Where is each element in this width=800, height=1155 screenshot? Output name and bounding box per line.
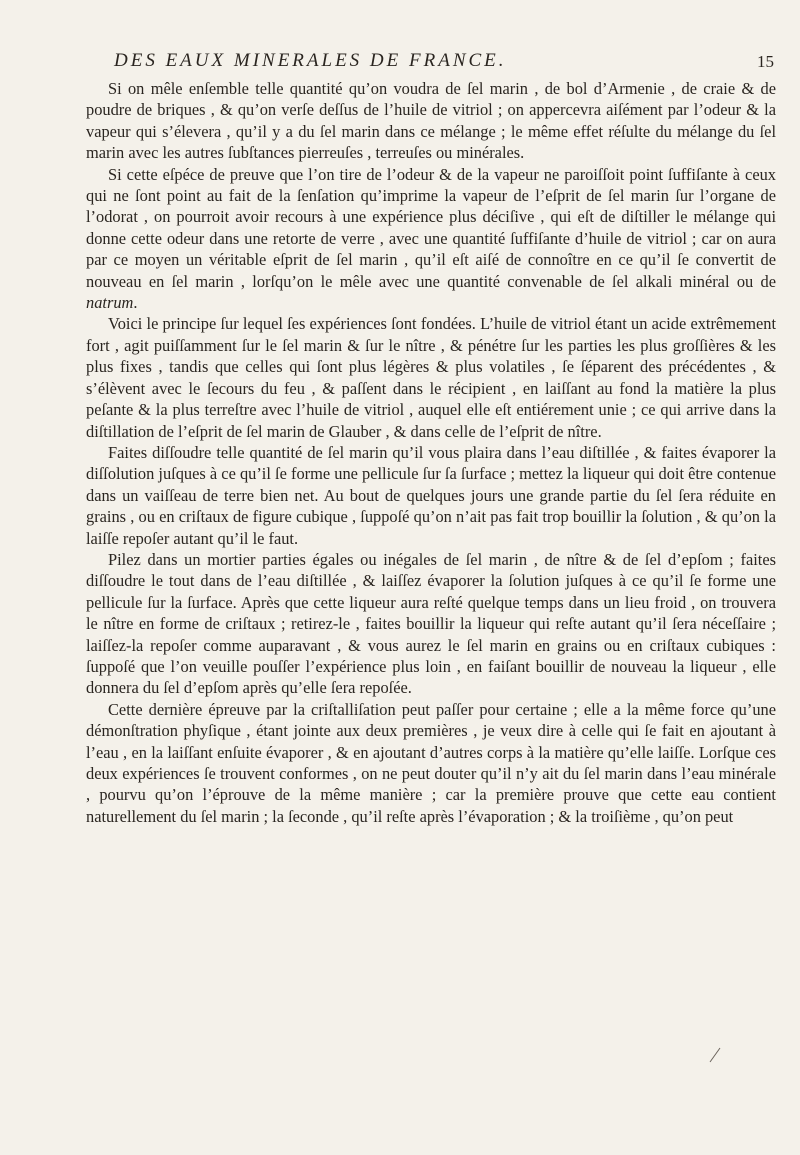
paragraph: Cette dernière épreuve par la criſtalliſation peut paſſer pour certaine ; elle a la même force qu’une démonſtration phyſique , étant jointe aux deux premières , je veux dire à celle qui ſe fait en ajoutant à l’eau , en la laiſſant enſuite évaporer , & en ajoutant d’autres corps à la matière qu’elle laiſſe. Lorſque ces deux expériences ſe trouvent conformes , on ne peut douter qu’il n’y ait du ſel marin dans l’eau minérale , pourvu qu’on l’éprouve de la même manière ; car la première prouve que cette eau contient naturellement du ſel marin ; la ſeconde , qu’il reſte après l’évaporation ; & la troiſième , qu’on peut (86, 699, 776, 826)
paragraph: Si cette eſpéce de preuve que l’on tire de l’odeur & de la vapeur ne paroiſſoit point ſuffiſante à ceux qui ne ſont point au fait de la ſenſation qu’imprime la vapeur de l’eſprit de ſel marin ſur l’organe de l’odorat , on pourroit avoir recours à une expérience plus déciſive , qui eſt de diſtiller le mélange qui donne cette odeur dans une retorte de verre , avec une quantité ſuffiſante d’huile de vitriol ; car on aura par ce moyen un véritable eſprit de ſel marin , qu’il eſt aiſé de connoître en ce qu’il ſe convertit de nouveau en ſel marin , lorſqu’on le mêle avec une quantité convenable de ſel alkali minéral ou de natrum. (86, 164, 776, 313)
running-head (84, 50, 774, 80)
italic-term: natrum (86, 293, 134, 313)
page-number: 15 (757, 52, 774, 71)
paragraph: Si on mêle enſemble telle quantité qu’on voudra de ſel marin , de bol d’Armenie , de craie & de poudre de briques , & qu’on verſe deſſus de l’huile de vitriol ; on appercevra aiſément par l’odeur & la vapeur qui s’élevera , qu’il y a du ſel marin dans ce mélange ; le même effet réſulte du mélange du ſel marin avec les autres ſubſtances pierreuſes , terreuſes ou minérales. (86, 79, 776, 163)
paragraph: Pilez dans un mortier parties égales ou inégales de ſel marin , de nître & de ſel d’epſom ; faites diſſoudre le tout dans de l’eau diſtillée , & laiſſez évaporer la ſolution juſques à ce qu’il ſe forme une pellicule ſur la ſurface. Après que cette liqueur aura reſté quelque temps dans un lieu froid , on trouvera le nître en forme de criſtaux ; retirez-le , faites bouillir la liqueur qui reſte autant qu’il ſera néceſſaire ; laiſſez-la repoſer comme auparavant , & vous aurez le ſel marin en grains ou en criſtaux cubiques : ſuppoſé que l’on veuille pouſſer l’expérience plus loin , en faiſant bouillir de nouveau la liqueur , elle donnera du ſel d’epſom après qu’elle ſera repoſée. (86, 549, 776, 698)
paragraph: Voici le principe ſur lequel ſes expériences ſont fondées. L’huile de vitriol étant un acide extrêmement fort , agit puiſſamment ſur le ſel marin & ſur le nître , & pénétre ſur les parties les plus groſſières & les plus fixes , tandis que celles qui ſont plus légères & plus volatiles , ſe ſéparent des précédentes , & s’élèvent avec le ſecours du feu , & paſſent dans le récipient , en laiſſant au fond la matière la plus peſante & la plus terreſtre avec l’huile de vitriol , auquel elle eſt entiérement unie ; ce qui arrive dans la diſtillation de l’eſprit de ſel marin de Glauber , & dans celle de l’eſprit de nître. (86, 314, 776, 441)
paragraph: Faites diſſoudre telle quantité de ſel marin qu’il vous plaira dans l’eau diſtillée , & faites évaporer la diſſolution juſques à ce qu’il ſe forme une pellicule ſur ſa ſurface ; mettez la liqueur qui doit être contenue dans un vaiſſeau de terre bien net. Au bout de quelques jours une grande partie du ſel ſera réduite en grains , ou en criſtaux de figure cubique , ſuppoſé qu’on n’ait pas fait trop bouillir la ſolution , & qu’on la laiſſe repoſer autant qu’il le faut. (86, 442, 776, 548)
running-title: DES EAUX MINERALES DE FRANCE. (114, 50, 507, 71)
body-text (86, 78, 776, 827)
pencil-mark (708, 1046, 722, 1064)
